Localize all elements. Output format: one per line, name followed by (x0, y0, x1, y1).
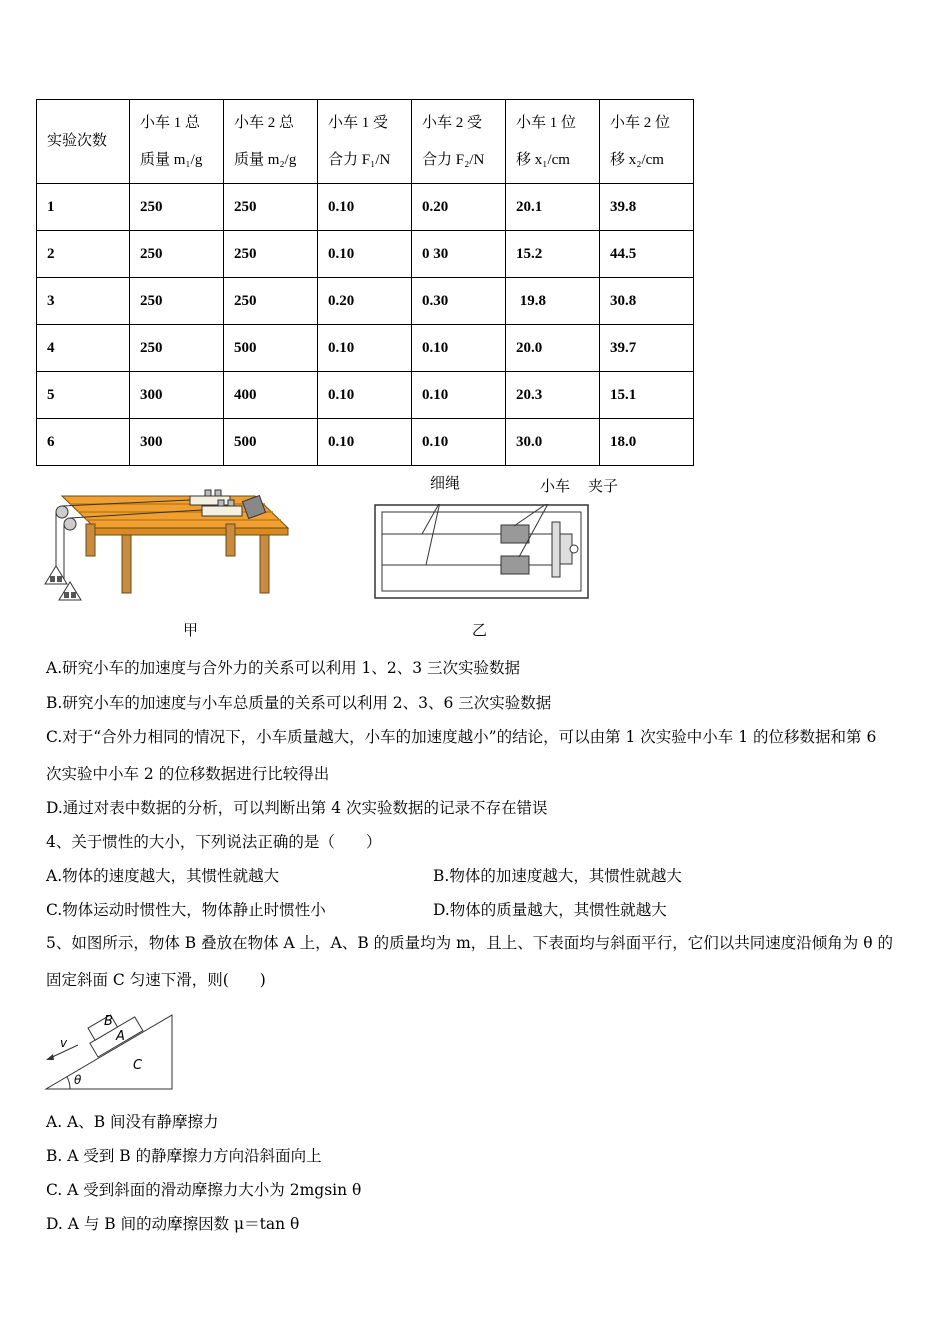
table-cell: 19.8 (506, 278, 600, 325)
header-cell: 小车 1 总 质量 m₁/g (130, 100, 224, 184)
header-cell: 小车 1 位 移 x₁/cm (506, 100, 600, 184)
table-cell: 0.10 (412, 419, 506, 466)
header-cell: 小车 1 受 合力 F₁/N (318, 100, 412, 184)
table-cell: 0.10 (318, 231, 412, 278)
q3-option-a: A.研究小车的加速度与合外力的关系可以利用 1、2、3 三次实验数据 (46, 659, 521, 677)
figure-yi-label-rope: 细绳 (430, 474, 461, 492)
figure-incline-label-v: v (60, 1036, 68, 1050)
table-cell: 4 (37, 325, 130, 372)
table-cell: 30.8 (600, 278, 694, 325)
figure-incline-label-c: C (133, 1058, 143, 1073)
table-cell: 0.20 (412, 184, 506, 231)
q3-option-b: B.研究小车的加速度与小车总质量的关系可以利用 2、3、6 三次实验数据 (46, 694, 552, 712)
data-table (36, 99, 694, 466)
q3-option-c-line2: 次实验中小车 2 的位移数据进行比较得出 (46, 765, 330, 783)
q5-option-c: C. A 受到斜面的滑动摩擦力大小为 2mgsin θ (46, 1181, 362, 1199)
q4-stem: 4、关于惯性的大小，下列说法正确的是（ ） (46, 833, 382, 851)
table-row (37, 184, 694, 231)
table-cell: 3 (37, 278, 130, 325)
header-cell: 小车 2 受 合力 F₂/N (412, 100, 506, 184)
table-cell: 0.20 (318, 278, 412, 325)
q5-option-d: D. A 与 B 间的动摩擦因数 μ＝tan θ (46, 1215, 300, 1233)
table-cell: 6 (37, 419, 130, 466)
table-cell: 0.10 (412, 372, 506, 419)
table-cell: 0.10 (318, 372, 412, 419)
table-cell: 500 (224, 325, 318, 372)
table-cell: 5 (37, 372, 130, 419)
table-row (37, 278, 694, 325)
figure-jia-caption: 甲 (183, 621, 199, 639)
table-cell: 2 (37, 231, 130, 278)
table-cell: 0.30 (412, 278, 506, 325)
table-cell: 250 (224, 231, 318, 278)
table-cell: 250 (130, 184, 224, 231)
figure-incline-label-theta: θ (74, 1073, 82, 1087)
table-cell: 39.7 (600, 325, 694, 372)
table-cell: 400 (224, 372, 318, 419)
table-cell: 18.0 (600, 419, 694, 466)
table-row (37, 419, 694, 466)
table-cell: 250 (130, 325, 224, 372)
q3-option-c-line1: C.对于“合外力相同的情况下，小车质量越大，小车的加速度越小”的结论，可以由第 1 次实验中小车 1 的位移数据和第 6 (46, 728, 877, 746)
q5-stem-line1: 5、如图所示，物体 B 叠放在物体 A 上，A、B 的质量均为 m，且上、下表面均与斜面平行，它们以共同速度沿倾角为 θ 的 (46, 934, 893, 952)
q4-option-d: D.物体的质量越大，其惯性就越大 (433, 901, 667, 919)
table-cell: 300 (130, 419, 224, 466)
figure-yi-caption: 乙 (472, 621, 488, 639)
q5-option-a: A. A、B 间没有静摩擦力 (46, 1113, 219, 1131)
table-cell: 0.10 (318, 184, 412, 231)
figure-incline-label-b: B (104, 1014, 113, 1029)
table-cell: 250 (224, 278, 318, 325)
table-row (37, 325, 694, 372)
header-cell: 实验次数 (37, 100, 130, 184)
table-row (37, 372, 694, 419)
table-cell: 250 (130, 231, 224, 278)
table-row (37, 231, 694, 278)
q4-option-c: C.物体运动时惯性大，物体静止时惯性小 (46, 901, 326, 919)
header-cell: 小车 2 位 移 x₂/cm (600, 100, 694, 184)
figure-incline-label-a: A (116, 1029, 125, 1044)
figure-jia-apparatus (40, 488, 295, 606)
table-cell: 0.10 (318, 419, 412, 466)
table-cell: 0.10 (318, 325, 412, 372)
table-cell: 15.1 (600, 372, 694, 419)
table-cell: 300 (130, 372, 224, 419)
table-cell: 0.10 (412, 325, 506, 372)
q4-option-b: B.物体的加速度越大，其惯性就越大 (433, 867, 682, 885)
table-cell: 250 (224, 184, 318, 231)
table-cell: 20.0 (506, 325, 600, 372)
figure-yi-label-cart: 小车 (540, 477, 571, 495)
table-cell: 20.1 (506, 184, 600, 231)
q5-stem-line2: 固定斜面 C 匀速下滑，则( ) (46, 971, 266, 989)
q5-option-b: B. A 受到 B 的静摩擦力方向沿斜面向上 (46, 1147, 322, 1165)
figure-yi-label-clip: 夹子 (588, 477, 619, 495)
table-cell: 39.8 (600, 184, 694, 231)
table-cell: 20.3 (506, 372, 600, 419)
table-cell: 30.0 (506, 419, 600, 466)
figure-yi-top-view (374, 504, 590, 600)
table-cell: 1 (37, 184, 130, 231)
table-cell: 15.2 (506, 231, 600, 278)
table-cell: 0 30 (412, 231, 506, 278)
table-cell: 250 (130, 278, 224, 325)
q3-option-d: D.通过对表中数据的分析，可以判断出第 4 次实验数据的记录不存在错误 (46, 799, 548, 817)
q4-option-a: A.物体的速度越大，其惯性就越大 (46, 867, 280, 885)
table-cell: 44.5 (600, 231, 694, 278)
header-cell: 小车 2 总 质量 m₂/g (224, 100, 318, 184)
table-cell: 500 (224, 419, 318, 466)
table-header-row (37, 100, 694, 184)
